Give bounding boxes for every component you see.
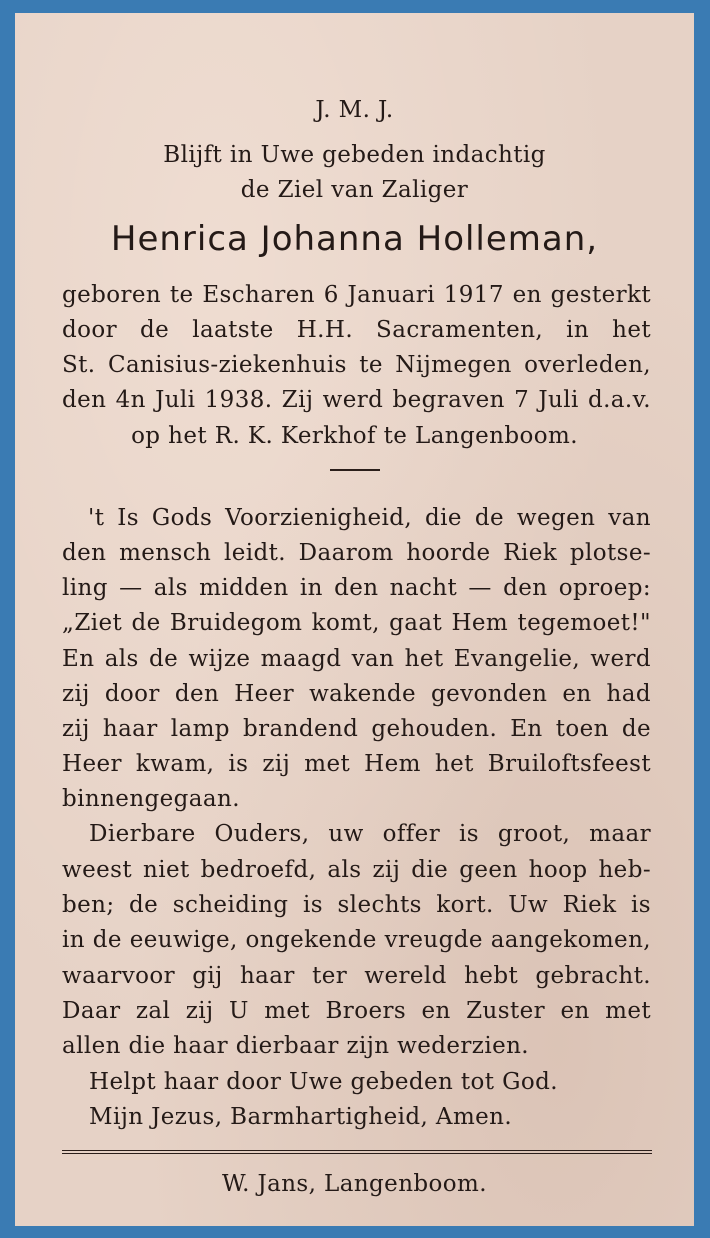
paragraph-line: Daar zal zij U met Broers en Zuster en met [62, 998, 651, 1024]
paragraph-line: zij door den Heer wakende gevonden en had [62, 681, 651, 707]
bio-line: den 4n Juli 1938. Zij werd begraven 7 Juli d.a.v. [62, 387, 651, 413]
paragraph-line: waarvoor gij haar ter wereld hebt gebracht. [62, 963, 651, 989]
paragraph-line: binnengegaan. [62, 786, 240, 812]
paragraph-line: ben; de scheiding is slechts kort. Uw Riek is [62, 892, 651, 918]
paragraph-line: in de eeuwige, ongekende vreugde aangekomen, [62, 927, 651, 953]
paragraph-line: En als de wijze maagd van het Evangelie, werd [62, 646, 651, 672]
paragraph-line: weest niet bedroefd, als zij die geen hoop heb- [62, 857, 651, 883]
double-divider [62, 1150, 652, 1151]
paragraph-line: Dierbare Ouders, uw offer is groot, maar [89, 821, 651, 847]
short-divider [330, 469, 380, 471]
bio-line: op het R. K. Kerkhof te Langenboom. [131, 423, 578, 449]
bio-line: St. Canisius-ziekenhuis te Nijmegen overleden, [62, 352, 651, 378]
bio-line: geboren te Escharen 6 Januari 1917 en gesterkt [62, 282, 651, 308]
intro-line-2: de Ziel van Zaliger [240, 177, 469, 203]
monogram: J. M. J. [315, 97, 394, 123]
printer-credit: W. Jans, Langenboom. [222, 1171, 487, 1197]
paragraph-line: den mensch leidt. Daarom hoorde Riek plotse- [62, 540, 651, 566]
paragraph-line: 't Is Gods Voorzienigheid, die de wegen van [88, 505, 651, 531]
paragraph-line: allen die haar dierbaar zijn wederzien. [62, 1033, 530, 1059]
card-paper [15, 13, 694, 1226]
paragraph-line: Heer kwam, is zij met Hem het Bruiloftsfeest [62, 751, 651, 777]
paragraph-line: ling — als midden in den nacht — den oproep: [62, 575, 651, 601]
closing-prayer: Helpt haar door Uwe gebeden tot God. [89, 1069, 558, 1095]
deceased-name: Henrica Johanna Holleman, [110, 219, 599, 259]
bio-line: door de laatste H.H. Sacramenten, in het [62, 317, 651, 343]
paragraph-line: „Ziet de Bruidegom komt, gaat Hem tegemoet!" [62, 610, 651, 636]
paragraph-line: zij haar lamp brandend gehouden. En toen de [62, 716, 651, 742]
intro-line-1: Blijft in Uwe gebeden indachtig [163, 142, 546, 168]
closing-invocation: Mijn Jezus, Barmhartigheid, Amen. [89, 1104, 513, 1130]
